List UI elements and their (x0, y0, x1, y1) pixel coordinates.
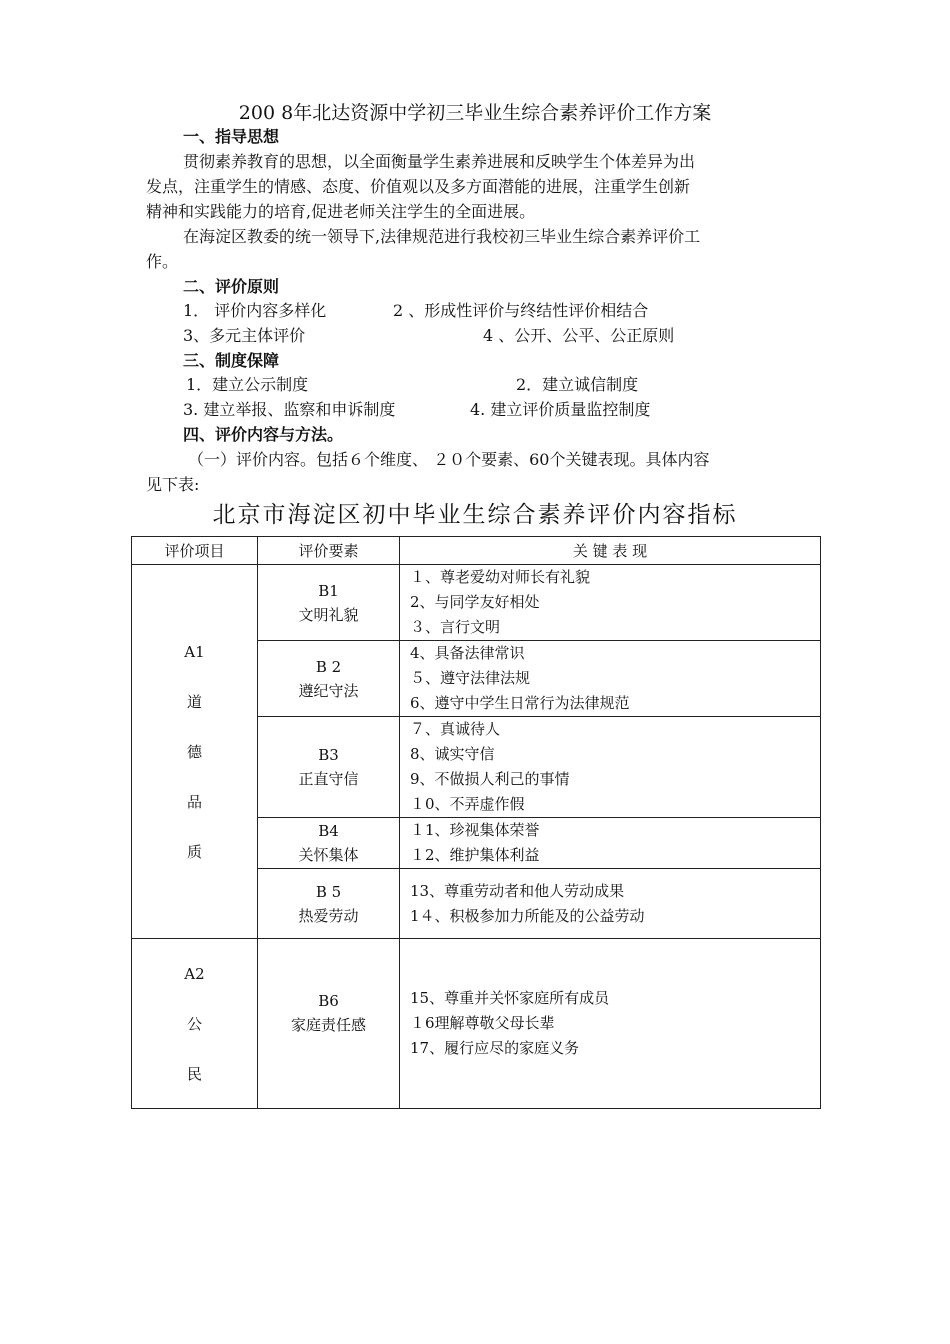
performance-item: 9、不做损人利己的事情 (410, 770, 570, 788)
performance-item: 8、诚实守信 (410, 745, 495, 763)
performance-b2-cell (400, 641, 821, 717)
item-a1-char: 德 (186, 742, 202, 761)
paragraph-3-line-2: 见下表: (146, 475, 200, 494)
principle-item-4: 4 、公开、公平、公正原则 (483, 326, 675, 345)
performance-item: 17、履行应尽的家庭义务 (410, 1039, 580, 1057)
paragraph-1-line-1: 贯彻素养教育的思想，以全面衡量学生素养进展和反映学生个体差异为出 (183, 152, 696, 171)
performance-b3-cell (400, 717, 821, 818)
item-a2-code: A2 (184, 964, 205, 983)
performance-item: 6、遵守中学生日常行为法律规范 (410, 694, 630, 712)
performance-item: ５、遵守法律法规 (410, 669, 531, 687)
performance-item: １、尊老爱幼对师长有礼貌 (410, 568, 591, 586)
principle-item-1: 1． 评价内容多样化 (183, 301, 327, 320)
principle-item-2: 2 、形成性评价与终结性评价相结合 (393, 301, 649, 320)
element-b5-code: B 5 (315, 882, 342, 901)
section-heading-guiding-thought: 一、指导思想 (183, 127, 280, 146)
evaluation-index-table (131, 536, 821, 1109)
element-b3-cell (258, 717, 400, 818)
element-b5-cell (258, 869, 400, 939)
item-a1-char: 质 (186, 842, 202, 861)
element-b4-name: 关怀集体 (298, 846, 359, 864)
performance-item: １2、维护集体利益 (410, 846, 540, 864)
section-heading-system: 三、制度保障 (183, 351, 280, 370)
performance-item: １6理解尊敬父母长辈 (410, 1014, 555, 1032)
performance-item: １0、不弄虚作假 (410, 795, 525, 813)
paragraph-1-line-2: 发点，注重学生的情感、态度、价值观以及多方面潜能的进展，注重学生创新 (146, 177, 691, 196)
header-item: 评价项目 (132, 537, 258, 565)
item-a2-cell (132, 939, 258, 1109)
header-element: 评价要素 (258, 537, 400, 565)
element-b2-name: 遵纪守法 (298, 681, 359, 700)
performance-b4-cell (400, 818, 821, 869)
element-b1-code: B1 (318, 581, 339, 600)
section-heading-principles: 二、评价原则 (183, 277, 280, 296)
header-key-performance: 关 键 表 现 (400, 537, 821, 565)
paragraph-1-line-3: 精神和实践能力的培育,促进老师关注学生的全面进展。 (146, 202, 536, 221)
performance-item: 4、具备法律常识 (410, 644, 525, 662)
system-item-2: 2．建立诚信制度 (516, 375, 639, 394)
performance-item: ３、言行文明 (410, 618, 501, 636)
performance-item: ７、真诚待人 (410, 720, 501, 738)
performance-b6-cell (400, 939, 821, 1109)
item-a1-cell (132, 565, 258, 939)
element-b1-cell (258, 565, 400, 641)
system-item-4: 4. 建立评价质量监控制度 (470, 400, 651, 419)
paragraph-2-line-1: 在海淀区教委的统一领导下,法律规范进行我校初三毕业生综合素养评价工 (183, 227, 701, 246)
item-a2-char: 公 (186, 1014, 202, 1033)
item-a1-char: 道 (186, 692, 202, 711)
element-b3-name: 正直守信 (298, 770, 359, 788)
performance-item: 13、尊重劳动者和他人劳动成果 (410, 881, 625, 900)
performance-item: 2、与同学友好相处 (410, 593, 540, 611)
system-item-1: 1．建立公示制度 (186, 375, 309, 394)
table-row (132, 939, 821, 1109)
item-a1-char: 品 (186, 792, 202, 811)
item-a1-code: A1 (184, 642, 205, 661)
performance-b1-cell (400, 565, 821, 641)
element-b1-name: 文明礼貌 (298, 605, 359, 624)
item-a2-char: 民 (186, 1064, 202, 1083)
principle-item-3: 3、多元主体评价 (183, 326, 306, 345)
system-item-3: 3. 建立举报、监察和申诉制度 (183, 400, 396, 419)
element-b5-name: 热爱劳动 (298, 906, 359, 925)
element-b4-code: B4 (318, 822, 339, 840)
element-b2-cell (258, 641, 400, 717)
paragraph-2-line-2: 作。 (146, 252, 179, 271)
performance-item: 1４、积极参加力所能及的公益劳动 (410, 906, 645, 925)
performance-b5-cell (400, 869, 821, 939)
document-title: 200 8年北达资源中学初三毕业生综合素养评价工作方案 (238, 102, 712, 124)
element-b6-code: B6 (318, 992, 339, 1010)
element-b2-code: B 2 (315, 657, 342, 676)
table-title: 北京市海淀区初中毕业生综合素养评价内容指标 (212, 502, 738, 528)
performance-item: １1、珍视集体荣誉 (410, 821, 540, 839)
performance-item: 15、尊重并关怀家庭所有成员 (410, 989, 610, 1007)
element-b6-name: 家庭责任感 (290, 1016, 366, 1034)
element-b3-code: B3 (318, 746, 339, 764)
element-b4-cell (258, 818, 400, 869)
table-header-row (132, 537, 821, 565)
paragraph-3-line-1: （一）评价内容。包括６个维度、 ２０个要素、60个关键表现。具体内容 (188, 450, 710, 469)
section-heading-content-method: 四、评价内容与方法。 (183, 425, 344, 444)
element-b6-cell (258, 939, 400, 1109)
table-row (132, 565, 821, 641)
